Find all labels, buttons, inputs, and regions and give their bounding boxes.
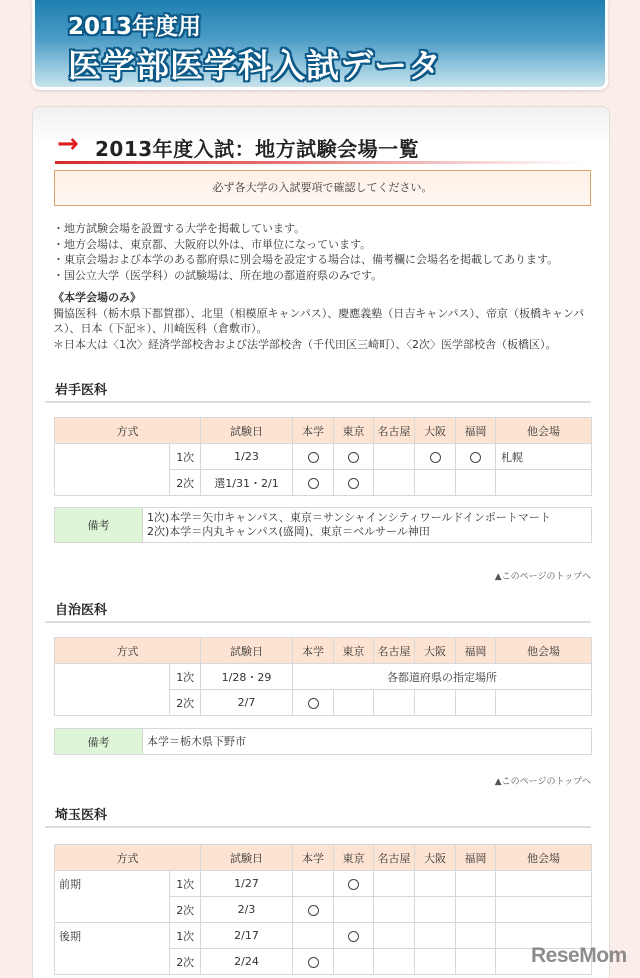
fukuoka-cell	[456, 871, 496, 897]
date-cell: 1/23	[201, 444, 293, 470]
main-campus-cell	[293, 897, 334, 923]
resemom-watermark-logo: ReseMom	[531, 944, 627, 967]
header-tokyo: 東京	[334, 845, 374, 871]
table-row	[55, 444, 592, 470]
header-osaka: 大阪	[415, 845, 456, 871]
remarks-table	[54, 507, 592, 543]
university-title: 岩手医科	[55, 383, 108, 398]
nagoya-cell	[374, 923, 415, 949]
tokyo-cell	[334, 690, 374, 716]
other-venue-cell	[496, 871, 592, 897]
tokyo-cell	[334, 871, 374, 897]
bullet-item: ・東京会場および本学のある都府県に別会場を設定する場合は、備考欄に会場名を掲載してあります。	[53, 253, 559, 266]
circle-mark-icon	[308, 452, 319, 463]
remarks-line: 2次)本学＝内丸キャンパス(盛岡)、東京＝ベルサール神田	[147, 525, 430, 538]
page-title: 2013年度入試：地方試験会場一覧	[95, 137, 420, 161]
osaka-cell	[415, 871, 456, 897]
fukuoka-cell	[456, 690, 496, 716]
header-tokyo: 東京	[334, 418, 374, 444]
remarks-text	[143, 508, 592, 543]
divider	[45, 401, 591, 403]
remarks-line: 本学＝栃木県下野市	[147, 734, 246, 748]
nagoya-cell	[374, 949, 415, 975]
date-cell: 1/27	[201, 871, 293, 897]
header-fukuoka: 福岡	[456, 418, 496, 444]
tokyo-cell	[334, 923, 374, 949]
circle-mark-icon	[470, 452, 481, 463]
arrow-right-icon: →	[57, 129, 79, 159]
circle-mark-icon	[348, 452, 359, 463]
other-venue-cell	[496, 897, 592, 923]
content-panel	[32, 106, 610, 978]
remarks-text	[143, 729, 592, 755]
date-cell: 選1/31・2/1	[201, 470, 293, 496]
nagoya-cell	[374, 690, 415, 716]
venue-table	[54, 844, 592, 975]
main-campus-cell	[293, 444, 334, 470]
osaka-cell	[415, 470, 456, 496]
page-banner	[32, 0, 608, 90]
nagoya-cell	[374, 444, 415, 470]
header-osaka: 大阪	[415, 418, 456, 444]
method-cell	[55, 444, 170, 496]
notice-box: 必ず各大学の入試要項で確認してください。	[54, 170, 591, 206]
main-campus-only-section	[53, 290, 593, 352]
nagoya-cell	[374, 871, 415, 897]
stage-cell: 2次	[170, 897, 201, 923]
osaka-cell	[415, 923, 456, 949]
main-campus-text: 獨協医科（栃木県下都賀郡）、北里（相模原キャンパス）、慶應義塾（日吉キャンパス）、帝京（板橋キャンパス）、日本（下記＊）、川崎医科（倉敷市）。	[53, 306, 585, 335]
header-other-venue: 他会場	[496, 845, 592, 871]
date-cell: 2/17	[201, 923, 293, 949]
section-title-row	[55, 131, 585, 165]
header-fukuoka: 福岡	[456, 638, 496, 664]
stage-cell: 2次	[170, 949, 201, 975]
header-main-campus: 本学	[293, 638, 334, 664]
osaka-cell	[415, 444, 456, 470]
fukuoka-cell	[456, 897, 496, 923]
circle-mark-icon	[348, 478, 359, 489]
method-cell: 前期	[55, 871, 170, 923]
main-campus-cell	[293, 690, 334, 716]
stage-cell: 2次	[170, 470, 201, 496]
university-title: 埼玉医科	[55, 808, 108, 823]
header-osaka: 大阪	[415, 638, 456, 664]
header-main-campus: 本学	[293, 418, 334, 444]
title-underline	[55, 161, 585, 164]
date-cell: 2/3	[201, 897, 293, 923]
info-bullets	[53, 221, 593, 283]
tokyo-cell	[334, 444, 374, 470]
merged-venue-cell: 各都道府県の指定場所	[293, 664, 592, 690]
main-campus-footnote: ＊日本大は〈1次〉経済学部校舎および法学部校舎（千代田区三崎町）、〈2次〉医学部校舎（板橋区）。	[53, 337, 557, 351]
circle-mark-icon	[430, 452, 441, 463]
back-to-top-link[interactable]: ▲このページのトップへ	[494, 572, 591, 582]
remarks-label: 備考	[55, 729, 143, 755]
fukuoka-cell	[456, 923, 496, 949]
main-campus-cell	[293, 470, 334, 496]
banner-title: 医学部医学科入試データ	[68, 46, 442, 85]
main-campus-heading: 《本学会場のみ》	[53, 291, 141, 304]
header-nagoya: 名古屋	[374, 638, 415, 664]
divider	[45, 826, 591, 828]
header-tokyo: 東京	[334, 638, 374, 664]
stage-cell: 1次	[170, 871, 201, 897]
stage-cell: 2次	[170, 690, 201, 716]
method-cell	[55, 664, 170, 716]
other-venue-cell: 札幌	[496, 444, 592, 470]
osaka-cell	[415, 949, 456, 975]
university-title: 自治医科	[55, 603, 108, 618]
main-campus-cell	[293, 871, 334, 897]
date-cell: 1/28・29	[201, 664, 293, 690]
other-venue-cell	[496, 690, 592, 716]
stage-cell: 1次	[170, 664, 201, 690]
header-other-venue: 他会場	[496, 638, 592, 664]
method-cell: 後期	[55, 923, 170, 975]
venue-table	[54, 417, 592, 496]
circle-mark-icon	[308, 698, 319, 709]
remarks-label: 備考	[55, 508, 143, 543]
tokyo-cell	[334, 949, 374, 975]
fukuoka-cell	[456, 470, 496, 496]
circle-mark-icon	[348, 879, 359, 890]
divider	[45, 621, 591, 623]
stage-cell: 1次	[170, 444, 201, 470]
header-date: 試験日	[201, 845, 293, 871]
circle-mark-icon	[348, 931, 359, 942]
header-nagoya: 名古屋	[374, 845, 415, 871]
bullet-item: ・地方会場は、東京都、大阪府以外は、市単位になっています。	[53, 237, 372, 251]
table-row	[55, 871, 592, 897]
osaka-cell	[415, 897, 456, 923]
main-campus-cell	[293, 923, 334, 949]
circle-mark-icon	[308, 957, 319, 968]
venue-table	[54, 637, 592, 716]
header-method: 方式	[55, 418, 201, 444]
header-nagoya: 名古屋	[374, 418, 415, 444]
header-fukuoka: 福岡	[456, 845, 496, 871]
tokyo-cell	[334, 897, 374, 923]
main-campus-cell	[293, 949, 334, 975]
other-venue-cell	[496, 470, 592, 496]
circle-mark-icon	[308, 905, 319, 916]
table-row	[55, 923, 592, 949]
circle-mark-icon	[308, 478, 319, 489]
banner-year: 2013年度用	[68, 14, 202, 40]
bullet-item: ・国公立大学（医学科）の試験場は、所在地の都道府県のみです。	[53, 268, 383, 282]
header-other-venue: 他会場	[496, 418, 592, 444]
header-main-campus: 本学	[293, 845, 334, 871]
bullet-item: ・地方試験会場を設置する大学を掲載しています。	[53, 222, 306, 235]
nagoya-cell	[374, 470, 415, 496]
osaka-cell	[415, 690, 456, 716]
date-cell: 2/24	[201, 949, 293, 975]
header-method: 方式	[55, 638, 201, 664]
stage-cell: 1次	[170, 923, 201, 949]
fukuoka-cell	[456, 949, 496, 975]
header-date: 試験日	[201, 418, 293, 444]
remarks-line: 1次)本学＝矢巾キャンパス、東京＝サンシャインシティワールドインポートマート	[147, 511, 551, 524]
table-row	[55, 664, 592, 690]
back-to-top-link[interactable]: ▲このページのトップへ	[494, 777, 591, 787]
header-date: 試験日	[201, 638, 293, 664]
remarks-table	[54, 728, 592, 755]
tokyo-cell	[334, 470, 374, 496]
fukuoka-cell	[456, 444, 496, 470]
header-method: 方式	[55, 845, 201, 871]
nagoya-cell	[374, 897, 415, 923]
date-cell: 2/7	[201, 690, 293, 716]
